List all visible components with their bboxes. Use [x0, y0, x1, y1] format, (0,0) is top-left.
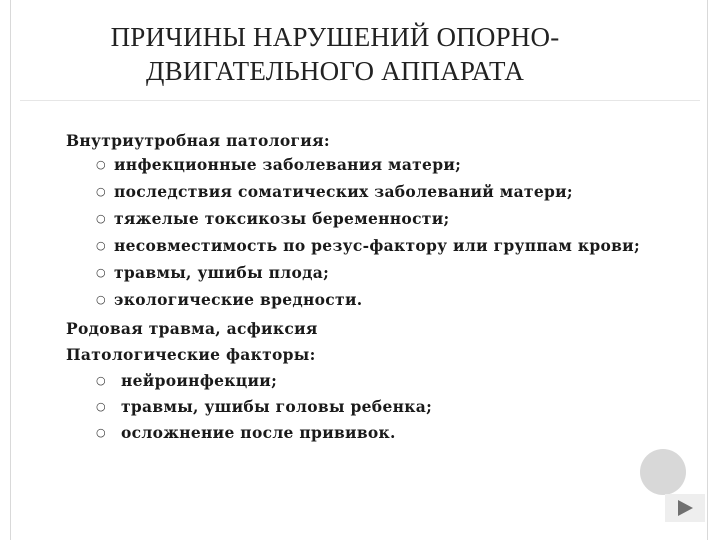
circle-bullet-icon: ○ [96, 400, 106, 413]
circle-bullet-icon: ○ [96, 374, 106, 387]
slide-title [30, 20, 640, 88]
play-icon [678, 500, 693, 516]
list-item: ○ экологические вредности. [96, 290, 363, 309]
circle-bullet-icon: ○ [96, 185, 106, 198]
list-item: ○ последствия соматических заболеваний матери; [96, 182, 573, 201]
title-line-2: ДВИГАТЕЛЬНОГО АППАРАТА [145, 56, 525, 86]
next-slide-button[interactable] [665, 494, 705, 522]
nav-circle-button[interactable] [640, 449, 686, 495]
section-heading-pathological-factors: Патологические факторы: [66, 345, 316, 364]
section-heading-prenatal: Внутриутробная патология: [66, 131, 330, 150]
list-item: ○ травмы, ушибы головы ребенка; [66, 394, 666, 420]
circle-bullet-icon: ○ [96, 426, 106, 439]
section-heading-birth-trauma: Родовая травма, асфиксия [66, 319, 318, 338]
title-divider [20, 100, 700, 101]
slide-body [66, 128, 666, 446]
circle-bullet-icon: ○ [96, 158, 106, 171]
title-line-1: ПРИЧИНЫ НАРУШЕНИЙ ОПОРНО- [110, 22, 560, 52]
list-item: ○ тяжелые токсикозы беременности; [96, 209, 450, 228]
circle-bullet-icon: ○ [96, 212, 106, 225]
list-item: ○ травмы, ушибы плода; [96, 263, 330, 282]
circle-bullet-icon: ○ [96, 293, 106, 306]
list-item: ○ нейроинфекции; [66, 368, 666, 394]
list-item: ○ инфекционные заболевания матери; [96, 155, 462, 174]
list-item: ○ осложнение после прививок. [66, 420, 666, 446]
circle-bullet-icon: ○ [96, 239, 106, 252]
circle-bullet-icon: ○ [96, 266, 106, 279]
list-item: ○ несовместимость по резус-фактору или группам крови; [96, 236, 640, 255]
